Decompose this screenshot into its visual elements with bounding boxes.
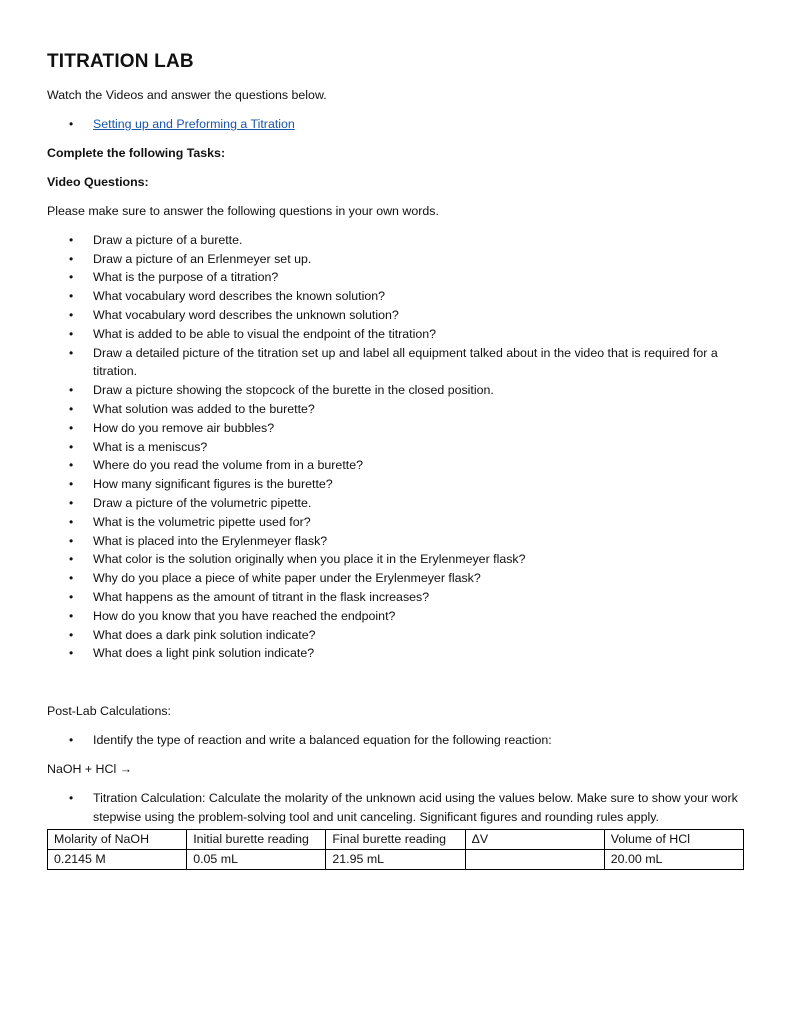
question-item: • Where do you read the volume from in a burette? — [47, 456, 747, 475]
cell-volume-hcl: 20.00 mL — [604, 849, 743, 869]
question-item: • What vocabulary word describes the known solution? — [47, 287, 747, 306]
question-item: • What does a dark pink solution indicate? — [47, 626, 747, 645]
reaction-equation: NaOH + HCl → — [47, 761, 133, 776]
cell-final-burette: 21.95 mL — [326, 849, 465, 869]
task-list-1 — [47, 731, 747, 750]
question-item: • Draw a picture showing the stopcock of the burette in the closed position. — [47, 381, 747, 400]
header-molarity-naoh: Molarity of NaOH — [48, 829, 187, 849]
header-volume-hcl: Volume of HCl — [604, 829, 743, 849]
video-link-item — [47, 115, 747, 134]
postlab-heading: Post-Lab Calculations: — [47, 704, 171, 719]
question-item: • What is added to be able to visual the endpoint of the titration? — [47, 325, 747, 344]
cell-delta-v[interactable] — [465, 849, 604, 869]
question-item: • How many significant figures is the burette? — [47, 475, 747, 494]
task-identify-reaction: • Identify the type of reaction and write a balanced equation for the following reaction: — [47, 731, 747, 750]
table-header-row — [48, 829, 744, 849]
question-item: • What is a meniscus? — [47, 438, 747, 457]
question-item: • What is the purpose of a titration? — [47, 268, 747, 287]
intro-text: Watch the Videos and answer the questions below. — [47, 88, 327, 102]
header-initial-burette: Initial burette reading — [187, 829, 326, 849]
question-list — [47, 231, 747, 663]
question-item: • What vocabulary word describes the unknown solution? — [47, 306, 747, 325]
titration-data-table — [47, 829, 744, 870]
question-item: • Draw a picture of the volumetric pipette. — [47, 494, 747, 513]
instructions-text: Please make sure to answer the following questions in your own words. — [47, 203, 439, 218]
question-item: • What does a light pink solution indicate? — [47, 644, 747, 663]
task-titration-calculation: • Titration Calculation: Calculate the molarity of the unknown acid using the values below. Make sure to show your work stepwise using the problem-solving tool and unit canceling. Significant figures and rounding rules apply. — [47, 789, 747, 827]
question-item: • How do you remove air bubbles? — [47, 419, 747, 438]
question-item: • What solution was added to the burette? — [47, 400, 747, 419]
header-final-burette: Final burette reading — [326, 829, 465, 849]
cell-molarity-naoh: 0.2145 M — [48, 849, 187, 869]
video-questions-heading: Video Questions: — [47, 174, 149, 189]
question-item: • What color is the solution originally when you place it in the Erylenmeyer flask? — [47, 550, 747, 569]
question-item: • Draw a detailed picture of the titration set up and label all equipment talked about in the video that is required for a titration. — [47, 344, 747, 382]
question-item: • Draw a picture of an Erlenmeyer set up. — [47, 250, 747, 269]
question-item: • Why do you place a piece of white paper under the Erylenmeyer flask? — [47, 569, 747, 588]
document-page — [47, 48, 747, 870]
question-item: • How do you know that you have reached the endpoint? — [47, 607, 747, 626]
cell-initial-burette: 0.05 mL — [187, 849, 326, 869]
question-item: • Draw a picture of a burette. — [47, 231, 747, 250]
task-list-2 — [47, 789, 747, 827]
table-row — [48, 849, 744, 869]
header-delta-v: ΔV — [465, 829, 604, 849]
complete-heading: Complete the following Tasks: — [47, 145, 226, 160]
page-title: TITRATION LAB — [47, 51, 194, 72]
video-link[interactable]: Setting up and Preforming a Titration — [93, 117, 295, 131]
video-link-list — [47, 115, 747, 134]
question-item: • What happens as the amount of titrant in the flask increases? — [47, 588, 747, 607]
question-item: • What is the volumetric pipette used for? — [47, 513, 747, 532]
question-item: • What is placed into the Erylenmeyer flask? — [47, 532, 747, 551]
